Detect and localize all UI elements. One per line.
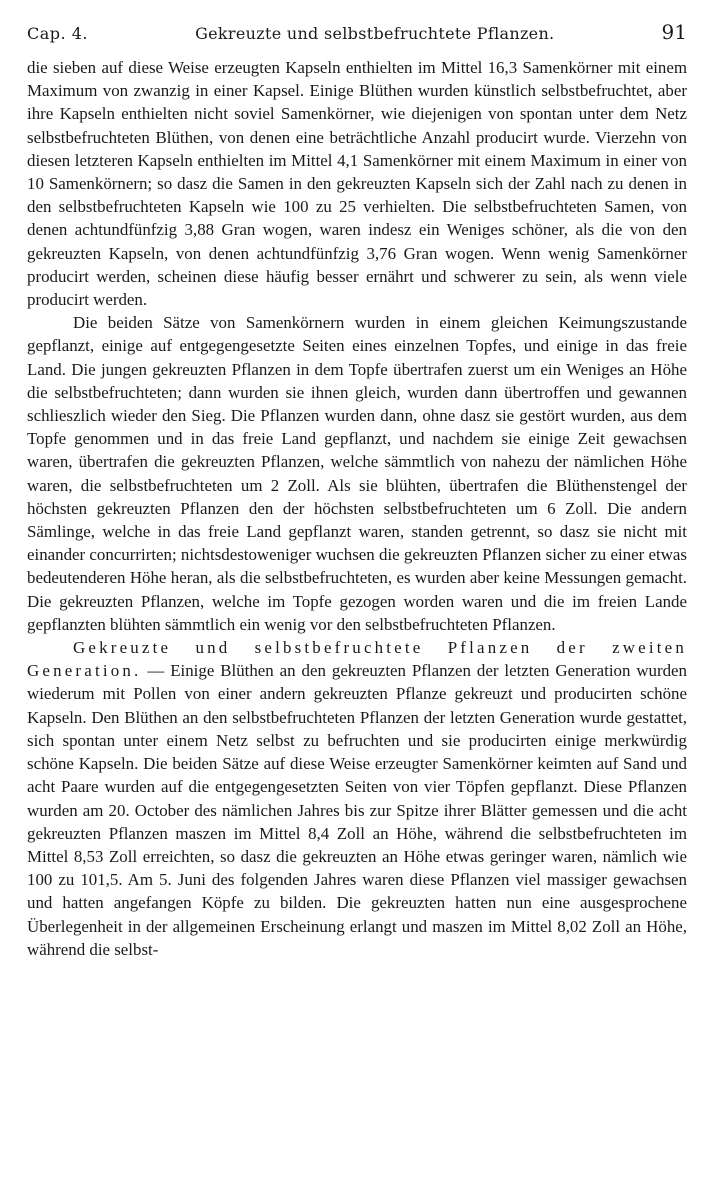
- page-number: 91: [661, 20, 687, 44]
- section-body: — Einige Blüthen an den gekreuzten Pflanzen der letzten Generation wurden wiederum mit Pollen von einer andern gekreuzten Pflanze gekreuzt und producirten schöne Kapseln. Den Blüthen an den selbstbefruchteten Pflanzen der letzten Generation wurde gestattet, sich spontan unter einem Netz selbst zu befruchten und sie producirten einige merkwürdig schöne Kapseln. Die beiden Sätze auf diese Weise erzeugter Samenkörner keimten auf Sand und acht Paare wurden auf die entgegengesetzten Seiten von vier Töpfen gepflanzt. Diese Pflanzen wurden am 20. October des nämlichen Jahres bis zur Spitze ihrer Blätter gemessen und die acht gekreuzten Pflanzen maszen im Mittel 8,4 Zoll an Höhe, während die selbstbefruchteten im Mittel 8,53 Zoll erreichten, so dasz die gekreuzten an Höhe etwas geringer waren, nämlich wie 100 zu 101,5. Am 5. Juni des folgenden Jahres waren diese Pflanzen viel massiger gewachsen und hatten angefangen Köpfe zu bilden. Die gekreuzten hatten nun eine ausgesprochene Überlegenheit in der allgemeinen Erscheinung erlangt und maszen im Mittel 8,02 Zoll an Höhe, während die selbst-: [27, 661, 687, 959]
- running-title: Gekreuzte und selbstbefruchtete Pflanzen.: [195, 24, 555, 43]
- body-text: [27, 56, 687, 961]
- paragraph-seed-planting: Die beiden Sätze von Samenkörnern wurden in einem gleichen Keimungszustande gepflanzt, einige auf entgegengesetzte Seiten eines einzelnen Topfes, und einige in das freie Land. Die jungen gekreuzten Pflanzen in dem Topfe übertrafen zuerst um ein Weniges an Höhe die selbstbefruchteten; dann wurden sie ihnen gleich, wurden dann übertroffen und gewannen schlieszlich wieder den Sieg. Die Pflanzen wurden dann, ohne dasz sie gestört wurden, aus dem Topfe genommen und in das freie Land gepflanzt, und nachdem sie einige Zeit gewachsen waren, übertrafen die gekreuzten Pflanzen, welche sämmtlich von nahezu der nämlichen Höhe waren, die selbstbefruchteten um 2 Zoll. Als sie blühten, übertrafen die Blüthenstengel der höchsten gekreuzten Pflanzen den der höchsten selbstbefruchteten um 6 Zoll. Die andern Sämlinge, welche in das freie Land gepflanzt waren, standen getrennt, so dasz sie nicht mit einander concurrirten; nichtsdestoweniger wuchsen die gekreuzten Pflanzen sicher zu einer etwas bedeutenderen Höhe heran, als die selbstbefruchteten, es wurden aber keine Messungen gemacht. Die gekreuzten Pflanzen, welche im Topfe gezogen worden waren und die im freien Lande gepflanzten blühten sämmtlich ein wenig vor den selbstbefruchteten Pflanzen.: [27, 313, 687, 634]
- section-heading: Gekreuzte und selbstbefruchtete Pflanzen der zweiten Generation.: [27, 638, 687, 681]
- chapter-label: Cap. 4.: [27, 24, 88, 43]
- paragraph-continuation: die sieben auf diese Weise erzeugten Kapseln enthielten im Mittel 16,3 Samenkörner mit einem Maximum von zwanzig in einer Kapsel. Einige Blüthen wurden künstlich selbstbefruchtet, aber ihre Kapseln enthielten nicht soviel Samenkörner, wie diejenigen von spontan unter dem Netz selbstbefruchteten Blüthen, von denen eine beträchtliche Anzahl producirt wurde. Vierzehn von diesen letzteren Kapseln enthielten im Mittel 4,1 Samenkörner mit einem Maximum in einer von 10 Samenkörnern; so dasz die Samen in den gekreuzten Kapseln sich der Zahl nach zu denen in den selbstbefruchteten Kapseln wie 100 zu 25 verhielten. Die selbstbefruchteten Samen, von denen achtundfünfzig 3,88 Gran wogen, waren indesz ein Weniges schöner, als die von den gekreuzten Kapseln, von denen achtundfünfzig 3,76 Gran wogen. Wenn wenig Samenkörner producirt werden, scheinen diese häufig besser ernährt und schwerer zu sein, als wenn viele producirt werden.: [27, 58, 687, 310]
- paragraph-second-generation: [27, 636, 687, 961]
- running-head: [27, 20, 687, 56]
- page: [27, 20, 687, 961]
